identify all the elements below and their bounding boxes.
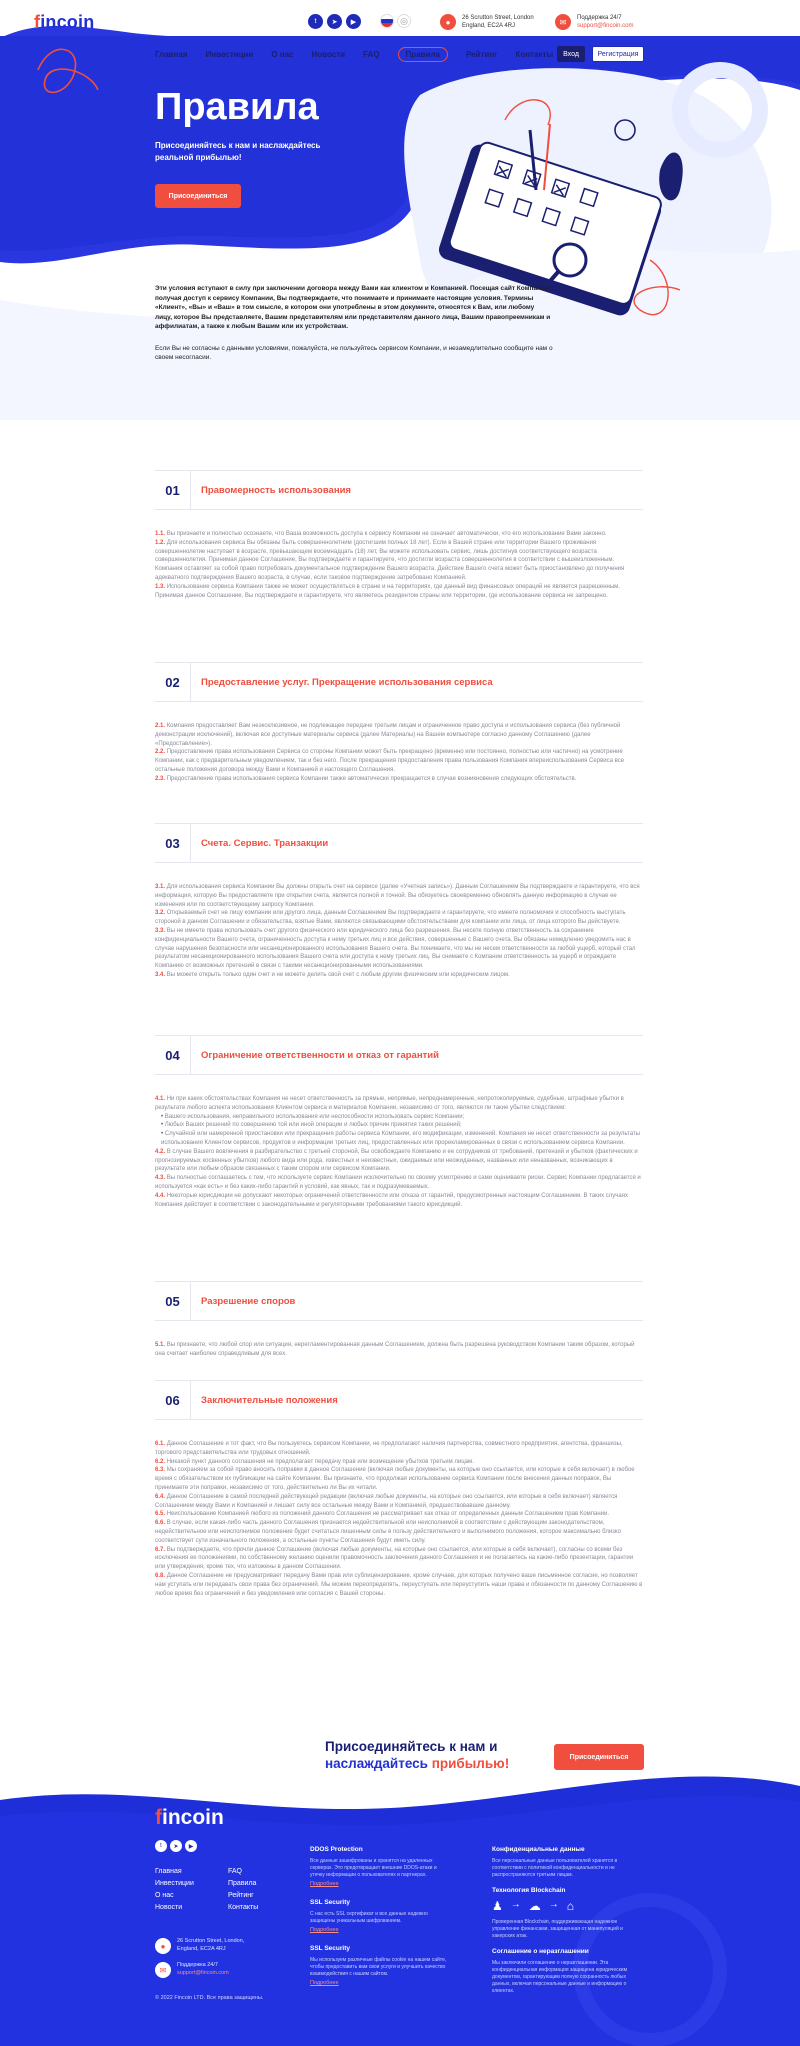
clause: 6.8. Данное Соглашение не предусматривает передачу Вами прав или сублицензирование, кроме случаев, для которых получено ваше письменное согласие, но позволяет нам уступать или передавать свои права без ограничений. Мы можем переопределять, переуступать или переуступить наши права и обязанности по данному Соглашению в любое время без ограничений и без уведомления или согласия с Вашей стороны. xyxy=(155,1572,643,1597)
footer-column-trust xyxy=(492,1846,642,1997)
bank-icon: ⌂ xyxy=(566,1899,575,1913)
footer-support-email[interactable]: support@fincoin.com xyxy=(177,1969,229,1976)
more-link[interactable]: Подробнее xyxy=(310,1980,339,1986)
page-title: Правила xyxy=(155,86,319,128)
clause: 1.1. Вы признаете и полностью осознаете, что Ваша возможность доступа к сервису Компании не означает автоматически, что его использование Вами законно. xyxy=(155,531,607,537)
user-icon: ♟ xyxy=(492,1899,503,1913)
section-02 xyxy=(155,662,643,784)
intro-paragraph-2: Если Вы не согласны с данными условиями, пожалуйста, не пользуйтесь сервисом Компании, и незамедлительно сообщите нам о своем несогласии. xyxy=(155,344,553,361)
support-label: Поддержка 24/7 xyxy=(577,15,622,21)
footer-text: С нас есть SSL сертификат и все данные надежно защищены уникальным шифрованием. xyxy=(310,1911,428,1924)
arrow-icon: → xyxy=(548,1899,559,1910)
footer-support: ✉ Поддержка 24/7 support@fincoin.com xyxy=(155,1962,229,1978)
footer-heading: SSL Security xyxy=(310,1899,350,1906)
section-03 xyxy=(155,823,643,980)
section-title: Разрешение споров xyxy=(201,1295,296,1307)
nav-investments[interactable]: Инвестиции xyxy=(205,50,254,59)
nav-about[interactable]: О нас xyxy=(271,50,294,59)
section-title: Счета. Сервис. Транзакции xyxy=(201,837,329,849)
footer-link[interactable]: Главная xyxy=(155,1868,182,1875)
footer-text: Мы заключили соглашение о неразглашении. Эта конфиденциальная информация защищена юридическим документом, гарантирующим полную сохранность любых данных, включая персональные данные и информацию о клиентах. xyxy=(492,1960,628,1994)
cta-join-button[interactable]: Присоединиться xyxy=(554,1744,644,1770)
social-links xyxy=(308,14,361,29)
clause: 2.3. Предоставление права использования сервиса Компании также автоматически прекращается в случае возникновения следующих обстоятельств. xyxy=(155,775,577,782)
clause: 3.3. Вы не имеете права использовать счет другого физического или юридического лица без разрешения. Вы несете полную ответственность за сохранение конфиденциальности Вашего счета, ограниченность доступа к нему третьих лиц и все действия, совершенные с Вашего счета. Вы обязаны немедленно уведомить нас в случае нарушения безопасности или несанкционированного использования Вашего счета. Вы понимаете, что мы не несем ответственности за любой ущерб, который стал результатом несанкционированного использования Вашего счета или доступа к нему третьих лиц. Вы снимаете с Компании ответственность за ущерб и ограждаете Компанию от возможных претензий в связи с такими несанкционированными использованиями. xyxy=(155,927,636,970)
youtube-icon[interactable]: ▶ xyxy=(346,14,361,29)
nav-rules[interactable]: Правила xyxy=(398,47,448,62)
support-icon: ✉ xyxy=(155,1962,171,1978)
clause: 6.3. Мы сохраняем за собой право вносить поправки в данное Соглашение (включая любые документы, на которые оно ссылается, или которые в себя включает) в любое время с обязательством их публикации на сайте Компании. Вы признаете, что продолжая использование сервиса Компании после внесения данных поправок, Вы принимаете эти поправки, независимо от того, действительно ли Вы их читали. xyxy=(155,1467,635,1491)
cta-banner xyxy=(155,1736,643,1780)
clause: 5.1. Вы признаете, что любой спор или ситуация, нерегламентированная данным Соглашением, должна быть разрешена руководством Компании таким образом, который она считает наиболее справедливым для всех. xyxy=(155,1342,635,1357)
footer-nav xyxy=(155,1868,288,1911)
login-button[interactable]: Вход xyxy=(557,46,585,62)
clause: 6.1. Данное Соглашение и тот факт, что Вы пользуетесь сервисом Компании, не предполагают наличия партнерства, совместного предприятия, агентства, франшизы, торгового представительства или трудовых отношений. xyxy=(155,1441,623,1456)
clause: 1.3. Использование сервиса Компании также не может осуществляться в стране и на территориях, где данный вид финансовых операций не является разрешенным. Принимая данное Соглашение, Вы подтверждаете и гарантируете, что являетесь резидентом страны или территории, где использование сервиса не запрещено. xyxy=(155,583,620,599)
address-line1: 26 Scrutton Street, London xyxy=(462,15,534,21)
telegram-icon[interactable]: ➤ xyxy=(327,14,342,29)
twitter-icon[interactable]: t xyxy=(308,14,323,29)
section-title: Правомерность использования xyxy=(201,484,351,496)
register-button[interactable]: Регистрация xyxy=(592,46,644,62)
nav-news[interactable]: Новости xyxy=(311,50,346,59)
footer-heading: Конфиденциальные данные xyxy=(492,1846,585,1853)
footer-link[interactable]: О нас xyxy=(155,1892,174,1899)
list-item: • Случайной или намеренной приостановки или прекращения работы сервиса Компании, его модификации, изменений. Компания не несет ответственности за результаты использования Клиентом сервисов, продуктов и информации третьих лиц, предоставленных или прорекламированных в связи с использованием сервиса Компании. xyxy=(161,1130,643,1148)
clause: 1.2. Для использования сервиса Вы обязаны быть совершеннолетним (достигшим полных 18 лет). Если в Вашей стране или территории Вашего проживания совершеннолетие наступает в возрасте, превышающем восемнадцать (18) лет, Вы можете использовать сервис, лишь достигнув соответствующего возраста совершеннолетия. Принимая данное Соглашение, Вы подтверждаете и гарантируете, что достигли возраста совершеннолетия в соответствии с вышеизложенным. Компания оставляет за собой право потребовать документальное подтверждение Вашего возраста. Действие Вашего счета может быть приостановлено до получения адекватного подтверждения Вашего возраста, в случае, если таковое подтверждение затребовано Компанией. xyxy=(155,539,625,581)
footer-link[interactable]: FAQ xyxy=(228,1868,243,1875)
footer-address: ● 26 Scrutton Street, London, England, EC2A 4RJ xyxy=(155,1938,244,1954)
section-number: 01 xyxy=(155,470,191,510)
section-number: 02 xyxy=(155,662,191,702)
footer-heading: Технология Blockchain xyxy=(492,1887,566,1894)
section-title: Ограничение ответственности и отказ от гарантий xyxy=(201,1049,439,1061)
section-05 xyxy=(155,1281,643,1359)
section-title: Заключительные положения xyxy=(201,1394,338,1406)
clause: 6.5. Неиспользование Компанией любого из положений данного Соглашения не рассматривает как отказ от определенных данным Соглашением прав Компании. xyxy=(155,1511,610,1518)
youtube-icon[interactable]: ▶ xyxy=(185,1840,197,1852)
language-switcher xyxy=(380,14,411,28)
more-link[interactable]: Подробнее xyxy=(310,1927,339,1933)
join-button[interactable]: Присоединиться xyxy=(155,184,241,208)
section-title: Предоставление услуг. Прекращение использования сервиса xyxy=(201,676,493,688)
cta-text: Присоединяйтесь к нам и наслаждайтесь прибылью! xyxy=(325,1739,510,1771)
footer-heading: SSL Security xyxy=(310,1945,350,1952)
hero-subtitle: Присоединяйтесь к нам и наслаждайтесь реальной прибылью! xyxy=(155,141,321,162)
section-number: 04 xyxy=(155,1035,191,1075)
clause: 4.4. Некоторые юрисдикции не допускают некоторых ограничений ответственности или отказа от гарантий, предусмотренных настоящим Соглашением. В таких случаях Компания действует в соответствии с законодательными и регуляторными требованиями такого юрисдикций. xyxy=(155,1192,629,1208)
clause: 2.2. Предоставление права использования Сервиса со стороны Компании может быть прекращено (временно или постоянно, полностью или частично) на усмотрение Компании, как с предварительным уведомлением, так и без него. После прекращения предоставления права пользования Компания впереиспользования Сервиса все остальные положения договора между Вами и Компанией и настоящего Соглашения. xyxy=(155,749,625,773)
footer-link[interactable]: Новости xyxy=(155,1904,183,1911)
nav-rating[interactable]: Рейтинг xyxy=(465,50,498,59)
nav-contacts[interactable]: Контакты xyxy=(515,50,554,59)
footer-text: Мы используем различные файлы cookie на нашем сайте, чтобы предоставить вам свои услуги и улучшить качество взаимодействия с нашим сайтом. xyxy=(310,1957,447,1977)
blockchain-diagram xyxy=(492,1899,642,1913)
logo[interactable]: fincoin xyxy=(34,12,95,32)
twitter-icon[interactable]: t xyxy=(155,1840,167,1852)
footer-link[interactable]: Правила xyxy=(228,1880,257,1887)
header-address xyxy=(440,14,534,30)
main-nav xyxy=(155,50,553,62)
footer-heading: Соглашение о неразглашении xyxy=(492,1948,589,1955)
en-globe-icon[interactable]: ◎ xyxy=(397,14,411,28)
support-icon: ✉ xyxy=(555,14,571,30)
cloud-icon: ☁ xyxy=(528,1899,541,1913)
clause: 4.2. В случае Вашего вовлечения в разбирательство с третьей стороной, Вы освобождаете Компанию и ее сотрудников от требований, претензий и убытков (фактических и прогнозируемых косвенных убытков) любого вида или рода, известных и неизвестных, ожидаемых или неожиданных, названных или неназванных, возникающих в результате или любым образом связанных с таким спором или сервисом Компании. xyxy=(155,1148,638,1173)
nav-home[interactable]: Главная xyxy=(155,50,188,59)
intro-paragraph-1: Эти условия вступают в силу при заключении договора между Вами как клиентом и Компанией. Посещая сайт Компании, получая доступ к сервису Компании, Вы подтверждаете, что понимаете и принимаете настоящие условия. Термины «Клиент», «Вы» и «Ваш» в том смысле, в котором они употреблены в этом документе, относятся к Вам, или любому лицу, которое Вы представляете, Вашим представителям или представителям данного лица, Вашим правопреемникам и аффилиатам, а также к любым Вашим или их устройствам. xyxy=(155,285,551,330)
footer-column-security xyxy=(310,1846,450,1998)
clause: 3.4. Вы можете открыть только один счет и не можете делить свой счет с любым другим физическим или юридическим лицом. xyxy=(155,971,510,978)
clause: 6.4. Данное Соглашение в самой последней действующей редакции (включая любые документы, на которые оно ссылается, или которые в себя включает) является Соглашением между Вами и Компанией и лишает силу все остальные между Вами и Компанией, предшествовавшие данному. xyxy=(155,1493,618,1509)
address-line2: England, EC2A 4RJ xyxy=(462,23,516,29)
support-email[interactable]: support@fincoin.com xyxy=(577,23,634,29)
footer-link[interactable]: Контакты xyxy=(228,1904,259,1911)
section-06 xyxy=(155,1380,643,1598)
footer-text: Все данные зашифрованы и хранятся на удаленных серверах. Это предотвращает внешние DDOS-атаки и утечку информации о пользователях и партнерах. xyxy=(310,1858,437,1878)
footer-heading: DDOS Protection xyxy=(310,1846,363,1853)
footer-link[interactable]: Инвестиции xyxy=(155,1880,194,1887)
clause: 4.1. Ни при каких обстоятельствах Компания не несет ответственность за прямые, непрямые, непреднамеренные, непротоколируемые, судебные, штрафные убытки в результате любого аспекта использования Клиентом сервиса и материалов Компании, независимо от того, являются ли такие убытки следствием: xyxy=(155,1096,624,1111)
section-01 xyxy=(155,470,643,600)
copyright: © 2022 Fincoin LTD. Все права защищены. xyxy=(155,1995,264,2001)
nav-faq[interactable]: FAQ xyxy=(363,50,380,59)
header-support xyxy=(555,14,633,30)
clause: 4.3. Вы полностью соглашаетесь с тем, что используете сервис Компании исключительно по своему усмотрению и сами оцениваете риски. Сервис Компании предлагается и используется «как есть» и без каких-либо гарантий и условий, как явных, так и подразумеваемых. xyxy=(155,1175,641,1190)
list-item: • Любых Ваших решений по совершению той или иной операции и любых причин принятия таких решений; xyxy=(161,1121,643,1130)
clause: 3.2. Открываемый счет не лицу компании или другого лица, данным Соглашением Вы подтверждаете и гарантируете, что имеете полномочия и способность выступать стороной в данном Соглашении и обязательства, взятые Вами, являются связывающими обстоятельствами для компании или лица, от лица которого Вы действуете. xyxy=(155,910,626,926)
section-number: 05 xyxy=(155,1281,191,1321)
clause: 6.2. Никакой пункт данного соглашения не предполагает передачу прав или возмещение убытков третьим лицам. xyxy=(155,1458,474,1465)
location-icon: ● xyxy=(440,14,456,30)
section-number: 06 xyxy=(155,1380,191,1420)
footer-social-links xyxy=(155,1840,197,1852)
location-icon: ● xyxy=(155,1938,171,1954)
list-item: • Вашего использования, неправильного использования или неспособности использовать сервис Компании; xyxy=(161,1113,643,1122)
clause: 2.1. Компания предоставляет Вам неэксклюзивное, не подлежащее передаче третьим лицам и ограниченное право доступа и использования сервиса (без публичной демонстрации исключений), включая все доступные материалы сервиса (далее Материалы) на Вашем компьютере согласно данному Соглашению (далее «Предоставление»). xyxy=(155,723,621,747)
ru-flag-icon[interactable] xyxy=(380,14,394,28)
footer-link[interactable]: Рейтинг xyxy=(228,1892,254,1899)
clause: 3.1. Для использования сервиса Компании Вы должны открыть счет на сервисе (далее «Учетная запись»). Данным Соглашением Вы подтверждаете и гарантируете, что вся информация, которую Вы предоставляете при открытии счета, является полной и точной. Вы обязуетесь своевременно обновлять данную информацию в случае ее изменения или по соответствующему запросу Компании. xyxy=(155,884,640,908)
telegram-icon[interactable]: ➤ xyxy=(170,1840,182,1852)
intro-text xyxy=(155,284,553,375)
footer-text: Все персональные данные пользователей хранятся в соответствии с политикой конфиденциальности и не распространяются третьим лицам. xyxy=(492,1858,618,1878)
footer-text: Проверенная Blockchain, поддерживающая надежное управление финансами, защищенная от манипуляций и хакерских атак. xyxy=(492,1919,623,1939)
section-04 xyxy=(155,1035,643,1209)
clause: 6.6. В случае, если какая-либо часть данного Соглашения признается недействительной или неисполнимой в соответствии с действующим законодательством, недействительное или неисполнимое положение будет считаться лишенным силы в пользу действительного и выполнимого положения, которое максимально близко соответствует сути изначального положения, а остальные пункты Соглашения будут иметь силу. xyxy=(155,1520,621,1544)
clause: 6.7. Вы подтверждаете, что прочли данное Соглашение (включая любые документы, на которые оно ссылается, или которые в себя включает), согласны со всеми без исключения ее положениями, по собственному желанию оценили правомочность заключения данного Соглашения и не полагаетесь на какие-либо презентации, гарантии или утверждения, кроме тех, что изложены в данном Соглашении. xyxy=(155,1546,634,1571)
arrow-icon: → xyxy=(510,1899,521,1910)
section-number: 03 xyxy=(155,823,191,863)
clause-bullets xyxy=(155,1113,643,1148)
footer-logo[interactable]: fincoin xyxy=(155,1806,224,1829)
more-link[interactable]: Подробнее xyxy=(310,1881,339,1887)
